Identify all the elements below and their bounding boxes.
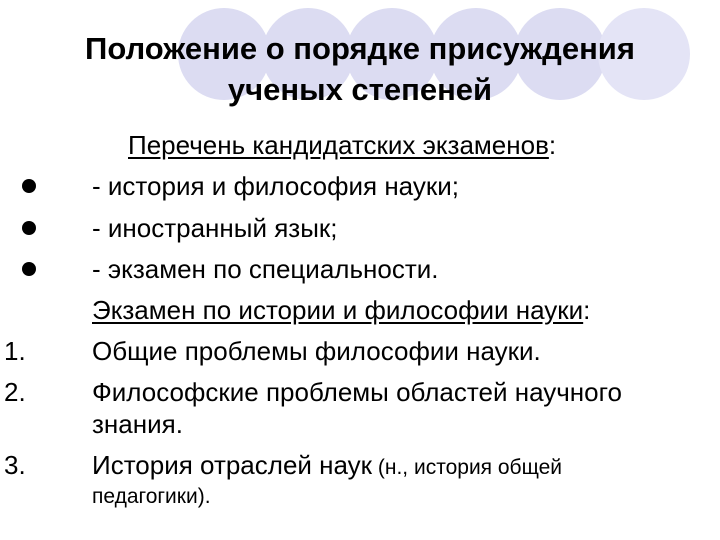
slide-title	[0, 28, 720, 110]
bullet-icon	[22, 179, 36, 193]
history-exam-heading	[92, 295, 590, 325]
list-number-1: 1.	[4, 336, 26, 366]
history-exam-heading-colon: :	[583, 295, 591, 325]
history-exam-item-1: Общие проблемы философии науки.	[92, 336, 541, 366]
history-exam-item-2-continuation: знания.	[92, 409, 183, 439]
history-exam-item-3-continuation: педагогики).	[92, 485, 211, 508]
history-exam-item-3-text: История отраслей наук	[92, 450, 373, 480]
history-exam-item-2: Философские проблемы областей научного	[92, 377, 622, 407]
candidate-exam-item-2: - иностранный язык;	[92, 213, 338, 243]
candidate-exams-heading-colon: :	[548, 130, 557, 160]
candidate-exams-heading-text: Перечень кандидатских экзаменов	[128, 130, 549, 160]
history-exam-heading-text: Экзамен по истории и философии науки	[92, 295, 584, 325]
slide-title-line-2: ученых степеней	[227, 72, 493, 107]
slide-title-line-1: Положение о порядке присуждения	[85, 31, 635, 66]
bullet-icon	[22, 262, 36, 276]
bullet-icon	[22, 221, 36, 235]
history-exam-item-3	[92, 450, 562, 483]
candidate-exams-heading	[128, 130, 556, 160]
candidate-exam-item-1: - история и философия науки;	[92, 171, 459, 201]
candidate-exam-item-3: - экзамен по специальности.	[92, 254, 439, 284]
history-exam-item-3-note: (н., история общей	[372, 456, 563, 479]
list-number-3: 3.	[4, 450, 26, 480]
list-number-2: 2.	[4, 377, 26, 407]
